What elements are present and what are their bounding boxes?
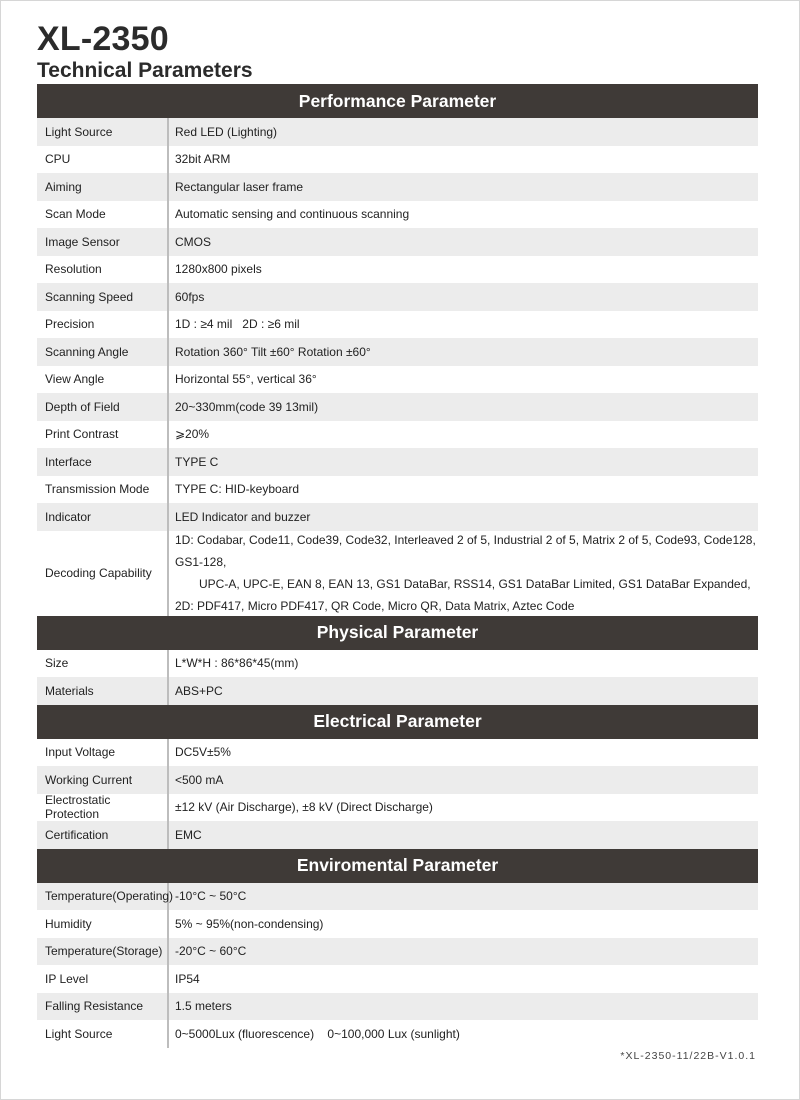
section-header-electrical: Electrical Parameter [37,705,758,739]
spec-value: 1.5 meters [175,999,232,1014]
spec-row [37,938,758,966]
spec-value: 20~330mm(code 39 13mil) [175,399,319,414]
spec-row [37,766,758,794]
spec-label: Temperature(Storage) [37,938,169,966]
spec-value: 1D : ≥4 mil 2D : ≥6 mil [175,317,300,332]
spec-label: Falling Resistance [37,993,169,1021]
spec-value: Automatic sensing and continuous scanning [175,207,410,222]
spec-row [37,118,758,146]
spec-row [37,965,758,993]
spec-label: Light Source [37,118,169,146]
spec-row [37,338,758,366]
spec-value: 32bit ARM [175,152,231,167]
spec-sheet [37,84,758,1048]
spec-label: Certification [37,821,169,849]
spec-label: Depth of Field [37,393,169,421]
spec-value: CMOS [175,234,211,249]
spec-label: Decoding Capability [37,531,169,616]
spec-value: Horizontal 55°, vertical 36° [175,372,317,387]
spec-value: <500 mA [175,772,224,787]
spec-value: IP54 [175,971,200,986]
section-header-performance: Performance Parameter [37,84,758,118]
spec-label: Print Contrast [37,421,169,449]
model-title: XL-2350 [37,20,169,58]
spec-row [37,393,758,421]
spec-row [37,283,758,311]
spec-label: Transmission Mode [37,476,169,504]
spec-label: Input Voltage [37,739,169,767]
spec-row [37,476,758,504]
section-header-physical: Physical Parameter [37,616,758,650]
spec-row [37,677,758,705]
spec-row [37,448,758,476]
spec-value: Rotation 360° Tilt ±60° Rotation ±60° [175,344,371,359]
spec-row [37,503,758,531]
spec-row [37,1020,758,1048]
decoding-line-1d-cont: UPC-A, UPC-E, EAN 8, EAN 13, GS1 DataBar, RSS14, GS1 DataBar Limited, GS1 DataBar Expanded, [199,577,751,591]
spec-value: Rectangular laser frame [175,179,304,194]
spec-label: Scan Mode [37,201,169,229]
spec-label: IP Level [37,965,169,993]
decoding-line-1d: 1D: Codabar, Code11, Code39, Code32, Interleaved 2 of 5, Industrial 2 of 5, Matrix 2 of 5, Code93, Code128, GS1-128, [175,533,756,569]
doc-subtitle: Technical Parameters [37,59,253,82]
spec-row [37,311,758,339]
spec-value: DC5V±5% [175,745,231,760]
spec-row [37,421,758,449]
spec-label: View Angle [37,366,169,394]
spec-label: Size [37,650,169,678]
spec-value-decoding [169,531,758,616]
spec-value: 60fps [175,289,205,304]
spec-label: Precision [37,311,169,339]
spec-value: LED Indicator and buzzer [175,509,311,524]
spec-label: Aiming [37,173,169,201]
spec-row [37,228,758,256]
spec-row [37,910,758,938]
spec-label: Indicator [37,503,169,531]
spec-row [37,821,758,849]
spec-value: Red LED (Lighting) [175,124,278,139]
spec-label: Resolution [37,256,169,284]
spec-value: ±12 kV (Air Discharge), ±8 kV (Direct Discharge) [175,800,433,815]
spec-value: -10°C ~ 50°C [175,889,247,904]
spec-label: Image Sensor [37,228,169,256]
document-version-footnote: *XL-2350-11/22B-V1.0.1 [620,1050,756,1062]
spec-value: 5% ~ 95%(non-condensing) [175,916,324,931]
spec-row [37,993,758,1021]
spec-row [37,794,758,822]
spec-value: ABS+PC [175,683,223,698]
spec-label: Interface [37,448,169,476]
spec-value: TYPE C: HID-keyboard [175,482,300,497]
spec-row [37,256,758,284]
spec-row [37,146,758,174]
spec-value: TYPE C [175,454,219,469]
spec-row [37,173,758,201]
spec-label: Scanning Angle [37,338,169,366]
spec-value: -20°C ~ 60°C [175,944,247,959]
spec-label: Humidity [37,910,169,938]
spec-value: 0~5000Lux (fluorescence) 0~100,000 Lux (sunlight) [175,1026,460,1041]
spec-value: L*W*H : 86*86*45(mm) [175,656,299,671]
spec-label: Electrostatic Protection [37,794,169,822]
spec-label: Working Current [37,766,169,794]
spec-row [37,366,758,394]
spec-row [37,883,758,911]
section-header-environmental: Enviromental Parameter [37,849,758,883]
spec-label: Temperature(Operating) [37,883,169,911]
spec-label: Materials [37,677,169,705]
spec-row-decoding [37,531,758,616]
spec-value: EMC [175,827,202,842]
spec-value: 1280x800 pixels [175,262,262,277]
spec-row [37,201,758,229]
spec-value: ⩾20% [175,427,210,442]
spec-label: Light Source [37,1020,169,1048]
spec-row [37,739,758,767]
decoding-line-2d: 2D: PDF417, Micro PDF417, QR Code, Micro QR, Data Matrix, Aztec Code [175,599,575,613]
spec-label: Scanning Speed [37,283,169,311]
spec-row [37,650,758,678]
spec-label: CPU [37,146,169,174]
